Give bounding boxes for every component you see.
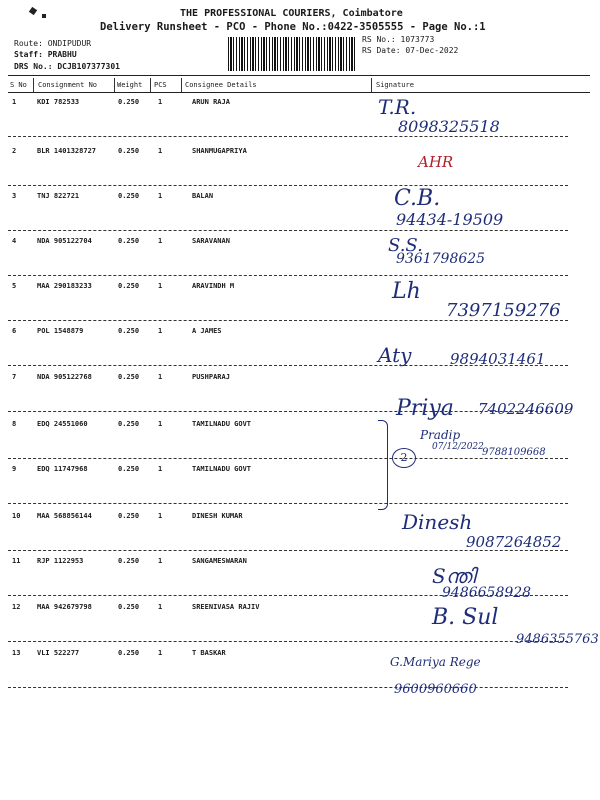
cell-sno: 4 [12, 237, 17, 245]
handwritten-phone-row-13: 9600960660 [394, 682, 477, 697]
cell-consignee: ARAVINDH M [192, 282, 235, 290]
cell-consignee: ARUN RAJA [192, 98, 230, 106]
row-separator [8, 185, 568, 186]
cell-weight: 0.250 [118, 557, 140, 565]
cell-consignment: EDQ 11747968 [37, 465, 88, 473]
cell-weight: 0.250 [118, 98, 140, 106]
handwritten-phone-row-4: 9361798625 [396, 251, 486, 267]
cell-consignment: POL 1548879 [37, 327, 84, 335]
row-separator [8, 458, 568, 459]
runsheet-title: Delivery Runsheet - PCO - Phone No.:0422-3505555 - Page No.:1 [100, 21, 486, 33]
cell-consignment: MAA 568856144 [37, 512, 92, 520]
column-divider [150, 78, 151, 92]
signature-row-4: S.S. [388, 235, 423, 256]
rs-date-line [362, 46, 458, 55]
drs-value: DCJB107377301 [57, 62, 120, 71]
staff-value: PRABHU [47, 50, 77, 59]
cell-pcs: 1 [158, 237, 163, 245]
cell-consignee: BALAN [192, 192, 214, 200]
cell-consignment: VLI 522277 [37, 649, 80, 657]
cell-consignee: TAMILNADU GOVT [192, 465, 252, 473]
cell-consignment: MAA 290183233 [37, 282, 92, 290]
handwritten-phone-row-3: 94434-19509 [396, 210, 504, 229]
header-weight: Weight [117, 81, 143, 89]
route-label: Route: [14, 39, 43, 48]
handwritten-phone-row-5: 7397159276 [446, 300, 561, 321]
cell-pcs: 1 [158, 420, 163, 428]
cell-pcs: 1 [158, 147, 163, 155]
rs-date-label: RS Date: [362, 46, 401, 55]
cell-weight: 0.250 [118, 282, 140, 290]
row-separator [8, 503, 568, 504]
cell-pcs: 1 [158, 603, 163, 611]
cell-sno: 5 [12, 282, 17, 290]
cell-consignee: T BASKAR [192, 649, 226, 657]
cell-consignee: SARAVANAN [192, 237, 230, 245]
signature-row-11: Sന്തി [432, 564, 476, 588]
cell-consignment: RJP 1122953 [37, 557, 84, 565]
cell-pcs: 1 [158, 192, 163, 200]
cell-consignment: KDI 782533 [37, 98, 80, 106]
cell-consignee: SREENIVASA RAJIV [192, 603, 260, 611]
cell-consignee: PUSHPARAJ [192, 373, 230, 381]
cell-sno: 1 [12, 98, 17, 106]
handwritten-phone-row-1: 8098325518 [398, 117, 500, 136]
cell-weight: 0.250 [118, 465, 140, 473]
header-sno: S No [10, 81, 27, 89]
bracket-mark [378, 420, 388, 510]
rs-no-value: 1073773 [400, 35, 435, 44]
cell-consignment: MAA 942679798 [37, 603, 92, 611]
barcode-image [228, 37, 356, 71]
row-separator [8, 641, 568, 642]
cell-consignee: SANGAMESWARAN [192, 557, 247, 565]
signature-row-6: Aty [378, 343, 412, 367]
cell-consignment: NDA 905122768 [37, 373, 92, 381]
company-title: THE PROFESSIONAL COURIERS, Coimbatore [180, 8, 403, 19]
cell-sno: 7 [12, 373, 17, 381]
table-header-rule [8, 92, 590, 93]
cell-sno: 8 [12, 420, 17, 428]
column-divider [33, 78, 34, 92]
column-divider [114, 78, 115, 92]
handwritten-name-row-7: Priya [396, 396, 454, 421]
column-divider [181, 78, 182, 92]
cell-pcs: 1 [158, 98, 163, 106]
cell-weight: 0.250 [118, 373, 140, 381]
rs-no-line [362, 35, 434, 44]
cell-pcs: 1 [158, 465, 163, 473]
handwritten-name-row-10: Dinesh [402, 510, 473, 534]
cell-sno: 11 [12, 557, 21, 565]
cell-sno: 2 [12, 147, 17, 155]
handwritten-count-row-8: 2 [392, 448, 416, 468]
cell-pcs: 1 [158, 327, 163, 335]
cell-sno: 12 [12, 603, 21, 611]
cell-weight: 0.250 [118, 237, 140, 245]
cell-pcs: 1 [158, 282, 163, 290]
handwritten-name-row-2: AHR [418, 153, 454, 171]
cell-weight: 0.250 [118, 420, 140, 428]
handwritten-phone-row-11: 9486658928 [442, 585, 532, 601]
row-separator [8, 687, 568, 688]
cell-sno: 10 [12, 512, 21, 520]
route-value: ONDIPUDUR [47, 39, 92, 48]
cell-consignment: BLR 1401328727 [37, 147, 97, 155]
header-pcs: PCS [154, 81, 167, 89]
cell-consignee: A JAMES [192, 327, 222, 335]
cell-consignment: EDQ 24551060 [37, 420, 88, 428]
header-signature: Signature [376, 81, 414, 89]
rs-date-value: 07-Dec-2022 [405, 46, 459, 55]
cell-weight: 0.250 [118, 327, 140, 335]
handwritten-name-row-13: G.Mariya Rege [390, 655, 481, 669]
cell-sno: 13 [12, 649, 21, 657]
handwritten-phone-row-7: 7402246609 [478, 400, 574, 418]
staff-label: Staff: [14, 50, 43, 59]
signature-row-12: B. Sul [432, 605, 499, 630]
handwritten-date-row-8: 07/12/2022 [432, 442, 484, 452]
handwritten-name-row-8: Pradip [420, 428, 461, 442]
scan-mark [42, 14, 46, 18]
cell-weight: 0.250 [118, 649, 140, 657]
cell-weight: 0.250 [118, 192, 140, 200]
cell-pcs: 1 [158, 649, 163, 657]
column-divider [371, 78, 372, 92]
signature-row-5: Lh [392, 279, 421, 304]
cell-pcs: 1 [158, 557, 163, 565]
cell-sno: 6 [12, 327, 17, 335]
staff-line [14, 50, 77, 59]
row-separator [8, 230, 568, 231]
rs-no-label: RS No.: [362, 35, 396, 44]
drs-line [14, 62, 120, 71]
cell-sno: 3 [12, 192, 17, 200]
handwritten-phone-row-6: 9894031461 [450, 350, 546, 368]
drs-label: DRS No.: [14, 62, 53, 71]
header-consignee: Consignee Details [185, 81, 257, 89]
handwritten-phone-row-10: 9087264852 [466, 533, 562, 551]
signature-row-3: C.B. [394, 186, 441, 211]
scan-mark [29, 7, 37, 15]
cell-weight: 0.250 [118, 603, 140, 611]
cell-sno: 9 [12, 465, 17, 473]
cell-consignment: NDA 905122704 [37, 237, 92, 245]
cell-consignment: TNJ 822721 [37, 192, 80, 200]
row-separator [8, 136, 568, 137]
handwritten-phone-row-8: 9788109668 [482, 447, 546, 458]
cell-consignee: TAMILNADU GOVT [192, 420, 252, 428]
cell-consignee: SHANMUGAPRIYA [192, 147, 247, 155]
cell-pcs: 1 [158, 373, 163, 381]
cell-consignee: DINESH KUMAR [192, 512, 243, 520]
cell-weight: 0.250 [118, 512, 140, 520]
row-separator [8, 275, 568, 276]
cell-weight: 0.250 [118, 147, 140, 155]
table-top-rule [8, 75, 590, 76]
cell-pcs: 1 [158, 512, 163, 520]
route-line [14, 39, 91, 48]
signature-row-1: T.R. [378, 95, 417, 119]
header-consignment: Consignment No [38, 81, 98, 89]
handwritten-phone-row-12: 9486355763 [516, 632, 599, 647]
